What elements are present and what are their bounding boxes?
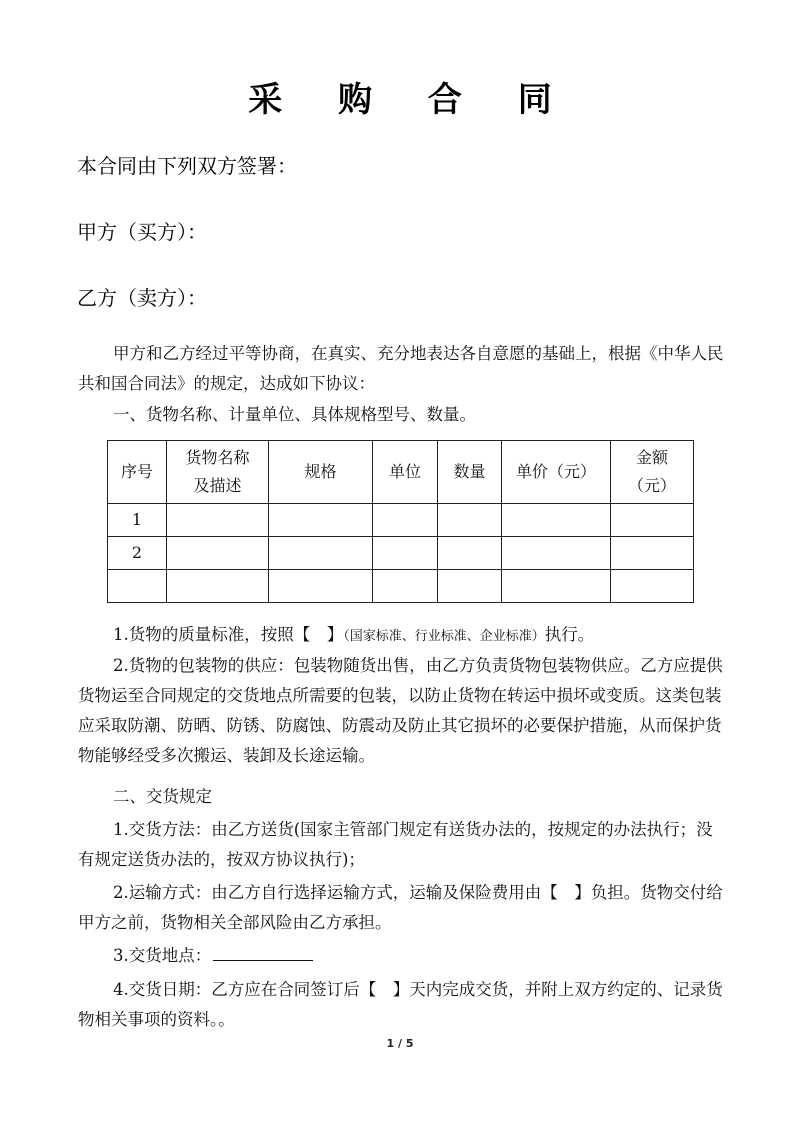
table-cell [502, 504, 611, 537]
page-number: 1 / 5 [386, 1037, 414, 1050]
table-row [108, 570, 694, 603]
table-cell [611, 570, 694, 603]
clause-1-quality-standard [78, 620, 726, 652]
clause-2-delivery-method: 1.交货方法：由乙方送货(国家主管部门规定有送货办法的，按规定的办法执行；没有规定送货办法的，按双方协议执行)； [78, 820, 713, 869]
table-header-cell: 金额（元） [611, 441, 694, 504]
table-cell [108, 570, 167, 603]
table-row [108, 504, 694, 537]
signing-parties-intro: 本合同由下列双方签署： [77, 154, 297, 178]
table-cell [373, 570, 438, 603]
table-cell [373, 537, 438, 570]
table-header-row [108, 441, 694, 504]
table-cell [373, 504, 438, 537]
blank-fill-line[interactable] [213, 942, 313, 961]
table-cell [438, 504, 502, 537]
table-cell [269, 537, 373, 570]
table-cell [611, 537, 694, 570]
clause-2-transport: 2.运输方式：由乙方自行选择运输方式，运输及保险费用由【 】负担。货物交付给甲方之前，货物相关全部风险由乙方承担。 [78, 883, 723, 932]
table-cell: 2 [108, 537, 167, 570]
clause-text: 1.货物的质量标准，按照【 】 [113, 625, 344, 644]
table-header-cell: 数量 [438, 441, 502, 504]
table-cell [438, 537, 502, 570]
table-header-cell: 序号 [108, 441, 167, 504]
table-cell: 1 [108, 504, 167, 537]
table-header-cell: 规格 [269, 441, 373, 504]
clause-text: 3.交货地点： [113, 946, 212, 965]
table-header-cell: 单价（元） [502, 441, 611, 504]
table-cell [167, 537, 269, 570]
party-a-label: 甲方（买方）： [77, 220, 207, 244]
table-cell [438, 570, 502, 603]
goods-table [107, 440, 694, 603]
table-cell [167, 504, 269, 537]
table-cell [269, 504, 373, 537]
table-cell [502, 570, 611, 603]
table-cell [502, 537, 611, 570]
table-cell [167, 570, 269, 603]
clause-1-packaging: 2.货物的包装物的供应：包装物随货出售，由乙方负责货物包装物供应。乙方应提供货物运至合同规定的交货地点所需要的包装，以防止货物在转运中损坏或变质。这类包装应采取防潮、防晒、防锈、防腐蚀、防震动及防止其它损坏的必要保护措施，从而保护货物能够经受多次搬运、装卸及长途运输。 [78, 656, 723, 765]
clause-2-delivery-date: 4.交货日期：乙方应在合同签订后【 】天内完成交货，并附上双方约定的、记录货物相关事项的资料。。 [78, 980, 723, 1029]
table-header-cell: 货物名称及描述 [167, 441, 269, 504]
table-cell [269, 570, 373, 603]
document-title: 采 购 合 同 [248, 80, 574, 120]
clause-2-delivery-place [78, 941, 726, 971]
table-row [108, 537, 694, 570]
clause-text: 执行。 [544, 625, 595, 644]
table-header-cell: 单位 [373, 441, 438, 504]
section-1-heading: 一、货物名称、计量单位、具体规格型号、数量。 [113, 405, 476, 424]
section-2-heading: 二、交货规定 [113, 787, 212, 806]
table-cell [611, 504, 694, 537]
preamble-paragraph: 甲方和乙方经过平等协商，在真实、充分地表达各自意愿的基础上，根据《中华人民共和国合同法》的规定，达成如下协议： [78, 344, 724, 393]
clause-note: （国家标准、行业标准、企业标准） [343, 629, 545, 644]
party-b-label: 乙方（卖方）： [77, 286, 207, 310]
